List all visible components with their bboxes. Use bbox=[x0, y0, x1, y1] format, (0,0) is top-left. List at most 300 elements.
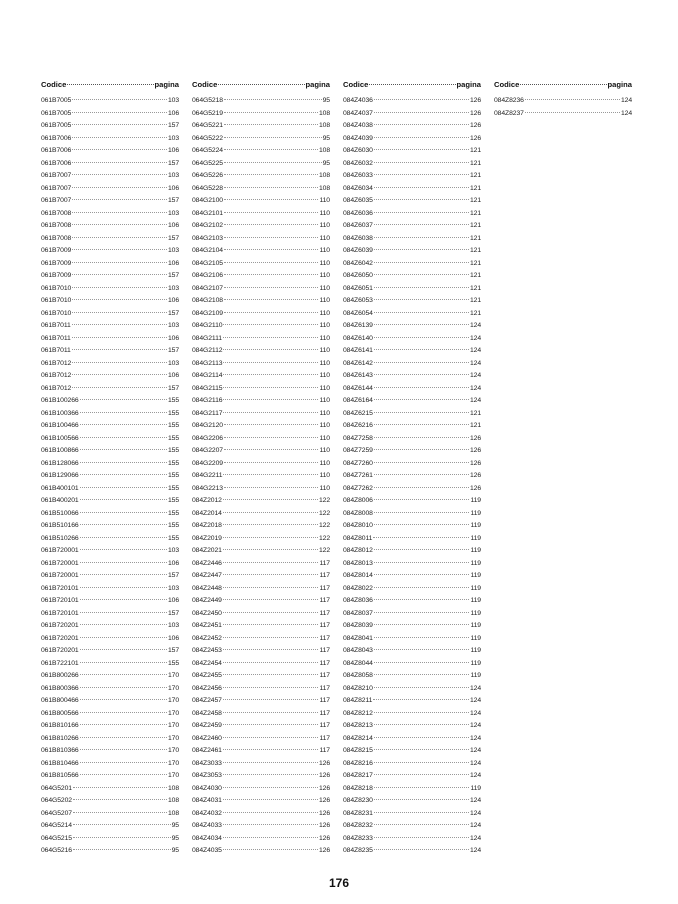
dot-leader bbox=[224, 274, 319, 275]
product-code: 084Z2449 bbox=[192, 597, 222, 604]
index-row bbox=[192, 608, 330, 621]
dot-leader bbox=[80, 437, 167, 438]
index-row bbox=[41, 295, 179, 308]
dot-leader bbox=[374, 299, 469, 300]
dot-leader bbox=[224, 249, 319, 250]
index-row bbox=[192, 283, 330, 296]
product-code: 084Z2459 bbox=[192, 722, 222, 729]
page-reference: 106 bbox=[167, 147, 179, 154]
dot-leader bbox=[223, 824, 318, 825]
page-reference: 124 bbox=[469, 847, 481, 854]
product-code: 061B7008 bbox=[41, 234, 72, 242]
dot-leader bbox=[374, 724, 469, 725]
product-code: 061B720001 bbox=[41, 572, 79, 579]
dot-leader bbox=[72, 324, 167, 325]
page-reference: 121 bbox=[469, 409, 481, 417]
dot-leader bbox=[223, 537, 318, 538]
index-row bbox=[343, 758, 481, 771]
index-row bbox=[192, 433, 330, 446]
index-row bbox=[41, 845, 179, 858]
product-code: 061B7011 bbox=[41, 347, 71, 354]
page-reference: 119 bbox=[470, 672, 481, 679]
index-row bbox=[343, 558, 481, 571]
product-code: 061B7009 bbox=[41, 259, 72, 267]
product-code: 064G5225 bbox=[192, 159, 223, 167]
index-row bbox=[192, 733, 330, 746]
dot-leader bbox=[374, 237, 469, 238]
page-reference: 121 bbox=[469, 247, 481, 254]
page-reference: 95 bbox=[171, 822, 179, 829]
product-code: 084Z6141 bbox=[343, 347, 373, 354]
page-reference: 110 bbox=[319, 434, 330, 442]
product-code: 061B100566 bbox=[41, 434, 79, 442]
dot-leader bbox=[80, 549, 167, 550]
product-code: 084Z6036 bbox=[343, 209, 373, 217]
page-reference: 124 bbox=[469, 372, 481, 379]
page-reference: 124 bbox=[469, 834, 481, 842]
dot-leader bbox=[72, 387, 167, 388]
page-reference: 124 bbox=[469, 684, 481, 692]
dot-leader bbox=[374, 649, 470, 650]
page-reference: 119 bbox=[470, 784, 481, 792]
index-row bbox=[192, 658, 330, 671]
page-reference: 117 bbox=[319, 597, 330, 604]
page-reference: 119 bbox=[470, 522, 481, 529]
index-row bbox=[192, 145, 330, 158]
product-code: 084Z8011 bbox=[343, 534, 373, 542]
product-code: 061B510166 bbox=[41, 522, 79, 529]
page-reference: 124 bbox=[469, 709, 481, 717]
page-number: 176 bbox=[328, 876, 350, 890]
index-row bbox=[192, 508, 330, 521]
page-reference: 126 bbox=[318, 834, 330, 842]
page-reference: 108 bbox=[318, 147, 330, 154]
dot-leader bbox=[224, 312, 319, 313]
index-row bbox=[41, 733, 179, 746]
index-row bbox=[343, 283, 481, 296]
product-code: 084G2109 bbox=[192, 309, 223, 317]
page-reference: 108 bbox=[318, 122, 330, 129]
product-code: 084Z6054 bbox=[343, 309, 373, 317]
dot-leader bbox=[80, 674, 167, 675]
product-code: 061B100866 bbox=[41, 447, 79, 454]
page-reference: 124 bbox=[469, 747, 481, 754]
dot-leader bbox=[374, 324, 469, 325]
index-row bbox=[343, 308, 481, 321]
page-reference: 122 bbox=[318, 547, 330, 554]
page-reference: 155 bbox=[167, 472, 179, 479]
index-row bbox=[41, 720, 179, 733]
page-reference: 121 bbox=[469, 259, 481, 267]
index-row bbox=[192, 520, 330, 533]
index-row bbox=[41, 795, 179, 808]
page-reference: 117 bbox=[319, 722, 330, 729]
dot-leader bbox=[224, 237, 319, 238]
product-code: 084Z7259 bbox=[343, 447, 373, 454]
index-row bbox=[343, 658, 481, 671]
page-reference: 106 bbox=[167, 634, 179, 642]
product-code: 061B810266 bbox=[41, 734, 79, 742]
dot-leader bbox=[218, 84, 304, 85]
index-row bbox=[41, 608, 179, 621]
page-reference: 117 bbox=[319, 684, 330, 692]
page-reference: 119 bbox=[470, 572, 481, 579]
page-reference: 110 bbox=[319, 272, 330, 279]
dot-leader bbox=[224, 437, 319, 438]
product-code: 084Z4032 bbox=[192, 809, 222, 817]
product-code: 084G2102 bbox=[192, 222, 223, 229]
product-code: 061B720001 bbox=[41, 559, 79, 567]
product-code: 061B722101 bbox=[41, 659, 79, 667]
index-row bbox=[41, 170, 179, 183]
index-row bbox=[41, 658, 179, 671]
index-row bbox=[41, 370, 179, 383]
page-reference: 106 bbox=[167, 222, 179, 229]
index-row bbox=[41, 333, 179, 346]
page-reference: 155 bbox=[167, 447, 179, 454]
dot-leader bbox=[223, 562, 319, 563]
page-reference: 110 bbox=[319, 284, 330, 292]
page-reference: 124 bbox=[469, 822, 481, 829]
index-row bbox=[343, 808, 481, 821]
product-code: 061B100366 bbox=[41, 409, 79, 417]
page-reference: 157 bbox=[167, 197, 179, 204]
dot-leader bbox=[374, 449, 469, 450]
dot-leader bbox=[80, 749, 167, 750]
product-code: 061B7009 bbox=[41, 247, 72, 254]
page-reference: 157 bbox=[167, 122, 179, 129]
dot-leader bbox=[374, 774, 469, 775]
product-code: 084Z4039 bbox=[343, 134, 373, 142]
page-reference: 106 bbox=[167, 109, 179, 117]
product-code: 061B510066 bbox=[41, 509, 79, 517]
page-reference: 119 bbox=[470, 509, 481, 517]
product-code: 061B7010 bbox=[41, 284, 72, 292]
dot-leader bbox=[374, 287, 469, 288]
dot-leader bbox=[223, 512, 318, 513]
index-row bbox=[343, 570, 481, 583]
product-code: 084Z4035 bbox=[192, 847, 222, 854]
index-row bbox=[343, 370, 481, 383]
product-code: 084Z8235 bbox=[343, 847, 373, 854]
product-code: 084Z6053 bbox=[343, 297, 373, 304]
dot-leader bbox=[223, 787, 318, 788]
index-row bbox=[192, 345, 330, 358]
product-code: 061B720201 bbox=[41, 634, 79, 642]
dot-leader bbox=[374, 837, 469, 838]
dot-leader bbox=[224, 112, 318, 113]
index-row bbox=[192, 383, 330, 396]
product-code: 064G5224 bbox=[192, 147, 223, 154]
dot-leader bbox=[223, 649, 319, 650]
index-row bbox=[343, 295, 481, 308]
product-code: 084Z4036 bbox=[343, 97, 373, 104]
page-reference: 103 bbox=[167, 584, 179, 592]
index-row bbox=[192, 445, 330, 458]
product-code: 061B7007 bbox=[41, 197, 72, 204]
dot-leader bbox=[80, 537, 167, 538]
page-reference: 106 bbox=[167, 334, 179, 342]
dot-leader bbox=[73, 849, 171, 850]
dot-leader bbox=[80, 699, 167, 700]
page-reference: 126 bbox=[469, 447, 481, 454]
index-row bbox=[192, 158, 330, 171]
dot-leader bbox=[72, 374, 167, 375]
index-row bbox=[343, 820, 481, 833]
product-code: 084Z2456 bbox=[192, 684, 222, 692]
index-row bbox=[41, 420, 179, 433]
dot-leader bbox=[223, 324, 318, 325]
page-reference: 126 bbox=[318, 759, 330, 767]
product-code: 084G2117 bbox=[192, 409, 223, 417]
page-reference: 121 bbox=[469, 284, 481, 292]
index-row bbox=[192, 645, 330, 658]
dot-leader bbox=[374, 762, 469, 763]
product-code: 084Z6033 bbox=[343, 172, 373, 179]
dot-leader bbox=[223, 474, 318, 475]
page-reference: 170 bbox=[167, 684, 179, 692]
dot-leader bbox=[374, 337, 469, 338]
page-reference: 110 bbox=[319, 384, 330, 392]
product-code: 061B7006 bbox=[41, 147, 72, 154]
page-reference: 106 bbox=[167, 297, 179, 304]
index-row bbox=[192, 808, 330, 821]
page-reference: 108 bbox=[167, 809, 179, 817]
product-code: 064G5228 bbox=[192, 184, 223, 192]
page-reference: 103 bbox=[167, 547, 179, 554]
index-row bbox=[41, 158, 179, 171]
page-reference: 124 bbox=[469, 347, 481, 354]
product-code: 084G2211 bbox=[192, 472, 223, 479]
dot-leader bbox=[224, 124, 318, 125]
page-reference: 106 bbox=[167, 259, 179, 267]
product-code: 061B7012 bbox=[41, 384, 72, 392]
index-row bbox=[192, 408, 330, 421]
dot-leader bbox=[374, 712, 469, 713]
index-row bbox=[41, 820, 179, 833]
index-row bbox=[343, 795, 481, 808]
index-row bbox=[343, 683, 481, 696]
product-code: 084Z6051 bbox=[343, 284, 373, 292]
product-code: 084Z8232 bbox=[343, 822, 373, 829]
product-code: 061B720201 bbox=[41, 622, 79, 629]
index-row bbox=[343, 708, 481, 721]
index-row bbox=[192, 545, 330, 558]
product-code: 061B129066 bbox=[41, 472, 79, 479]
index-row bbox=[343, 408, 481, 421]
product-code: 084Z7262 bbox=[343, 484, 373, 492]
page-reference: 103 bbox=[167, 97, 179, 104]
page-reference: 157 bbox=[167, 234, 179, 242]
index-row bbox=[41, 683, 179, 696]
page-reference: 110 bbox=[319, 322, 330, 329]
dot-leader bbox=[80, 724, 167, 725]
page-reference: 124 bbox=[469, 797, 481, 804]
product-code: 084Z8006 bbox=[343, 497, 373, 504]
index-column-1 bbox=[41, 79, 179, 858]
index-row bbox=[41, 770, 179, 783]
index-row bbox=[41, 558, 179, 571]
product-code: 061B7008 bbox=[41, 209, 72, 217]
product-code: 061B7009 bbox=[41, 272, 72, 279]
page-reference: 108 bbox=[318, 109, 330, 117]
page-reference: 103 bbox=[167, 622, 179, 629]
product-code: 084Z2461 bbox=[192, 747, 222, 754]
product-code: 061B810566 bbox=[41, 772, 79, 779]
page-reference: 121 bbox=[469, 234, 481, 242]
index-row bbox=[343, 145, 481, 158]
index-row bbox=[343, 595, 481, 608]
page-reference: 106 bbox=[167, 597, 179, 604]
index-row bbox=[343, 233, 481, 246]
page-reference: 121 bbox=[469, 197, 481, 204]
index-row bbox=[41, 595, 179, 608]
index-row bbox=[343, 108, 481, 121]
page-reference: 110 bbox=[319, 222, 330, 229]
index-row bbox=[192, 595, 330, 608]
product-code: 084G2111 bbox=[192, 334, 222, 342]
index-row bbox=[343, 208, 481, 221]
page-reference: 119 bbox=[470, 634, 481, 642]
product-code: 084Z6215 bbox=[343, 409, 373, 417]
dot-leader bbox=[72, 299, 167, 300]
dot-leader bbox=[223, 837, 318, 838]
dot-leader bbox=[223, 724, 319, 725]
dot-leader bbox=[223, 762, 318, 763]
page-reference: 110 bbox=[319, 334, 330, 342]
dot-leader bbox=[374, 387, 469, 388]
page-reference: 126 bbox=[469, 459, 481, 467]
page-reference: 126 bbox=[318, 784, 330, 792]
product-code: 084Z8210 bbox=[343, 684, 373, 692]
index-row bbox=[343, 220, 481, 233]
index-row bbox=[192, 570, 330, 583]
dot-leader bbox=[80, 487, 167, 488]
index-row bbox=[192, 533, 330, 546]
index-row bbox=[41, 258, 179, 271]
code-header: Codice bbox=[41, 80, 67, 89]
product-code: 084Z8013 bbox=[343, 559, 373, 567]
page-reference: 170 bbox=[167, 709, 179, 717]
index-row bbox=[41, 758, 179, 771]
product-code: 061B7011 bbox=[41, 334, 71, 342]
dot-leader bbox=[223, 662, 319, 663]
page-reference: 95 bbox=[322, 97, 330, 104]
dot-leader bbox=[223, 612, 319, 613]
page-reference: 103 bbox=[167, 247, 179, 254]
dot-leader bbox=[72, 187, 167, 188]
page-reference: 110 bbox=[319, 297, 330, 304]
index-row bbox=[343, 495, 481, 508]
dot-leader bbox=[72, 212, 167, 213]
index-row bbox=[41, 545, 179, 558]
product-code: 064G5216 bbox=[41, 847, 72, 854]
index-row bbox=[192, 270, 330, 283]
product-code: 084Z2019 bbox=[192, 534, 222, 542]
index-row bbox=[41, 95, 179, 108]
product-code: 084Z2451 bbox=[192, 622, 222, 629]
dot-leader bbox=[374, 812, 469, 813]
dot-leader bbox=[374, 174, 469, 175]
dot-leader bbox=[80, 687, 167, 688]
page-reference: 155 bbox=[167, 659, 179, 667]
dot-leader bbox=[374, 462, 469, 463]
index-row bbox=[192, 583, 330, 596]
dot-leader bbox=[374, 687, 469, 688]
page-reference: 95 bbox=[322, 134, 330, 142]
index-row bbox=[41, 583, 179, 596]
dot-leader bbox=[374, 349, 469, 350]
page-reference: 122 bbox=[318, 497, 330, 504]
page-reference: 124 bbox=[469, 397, 481, 404]
product-code: 084Z2454 bbox=[192, 659, 222, 667]
page-reference: 121 bbox=[469, 209, 481, 217]
page-reference: 117 bbox=[319, 609, 330, 617]
index-row bbox=[343, 745, 481, 758]
page-reference: 103 bbox=[167, 284, 179, 292]
dot-leader bbox=[223, 799, 318, 800]
page-reference: 110 bbox=[319, 359, 330, 367]
page-reference: 103 bbox=[167, 322, 179, 329]
product-code: 084G2110 bbox=[192, 322, 223, 329]
index-row bbox=[41, 433, 179, 446]
index-row bbox=[343, 508, 481, 521]
product-code: 061B7007 bbox=[41, 172, 72, 179]
page-reference: 157 bbox=[167, 347, 179, 354]
index-row bbox=[343, 608, 481, 621]
dot-leader bbox=[80, 462, 167, 463]
product-code: 061B720101 bbox=[41, 609, 79, 617]
page-reference: 106 bbox=[167, 184, 179, 192]
product-code: 064G5202 bbox=[41, 797, 72, 804]
dot-leader bbox=[374, 637, 470, 638]
dot-leader bbox=[72, 249, 167, 250]
index-row bbox=[192, 558, 330, 571]
dot-leader bbox=[72, 162, 167, 163]
dot-leader bbox=[374, 674, 470, 675]
dot-leader bbox=[374, 312, 469, 313]
page-reference: 108 bbox=[167, 784, 179, 792]
product-code: 084G2107 bbox=[192, 284, 223, 292]
product-code: 084Z8211 bbox=[343, 697, 373, 704]
product-code: 084Z2012 bbox=[192, 497, 222, 504]
dot-leader bbox=[80, 499, 167, 500]
index-row bbox=[41, 358, 179, 371]
page-reference: 117 bbox=[319, 647, 330, 654]
dot-leader bbox=[374, 162, 469, 163]
product-code: 061B7010 bbox=[41, 309, 72, 317]
index-row bbox=[41, 445, 179, 458]
index-row bbox=[41, 520, 179, 533]
index-row bbox=[343, 645, 481, 658]
product-code: 084Z2455 bbox=[192, 672, 222, 679]
index-row bbox=[41, 383, 179, 396]
dot-leader bbox=[80, 474, 167, 475]
dot-leader bbox=[223, 849, 318, 850]
dot-leader bbox=[374, 99, 469, 100]
product-code: 084Z2453 bbox=[192, 647, 222, 654]
dot-leader bbox=[223, 699, 319, 700]
dot-leader bbox=[374, 187, 469, 188]
index-row bbox=[343, 245, 481, 258]
dot-leader bbox=[224, 199, 319, 200]
page-reference: 121 bbox=[469, 184, 481, 192]
column-header bbox=[343, 79, 481, 91]
dot-leader bbox=[72, 362, 167, 363]
page-reference: 121 bbox=[469, 309, 481, 317]
page-reference: 110 bbox=[319, 309, 330, 317]
dot-leader bbox=[374, 587, 470, 588]
